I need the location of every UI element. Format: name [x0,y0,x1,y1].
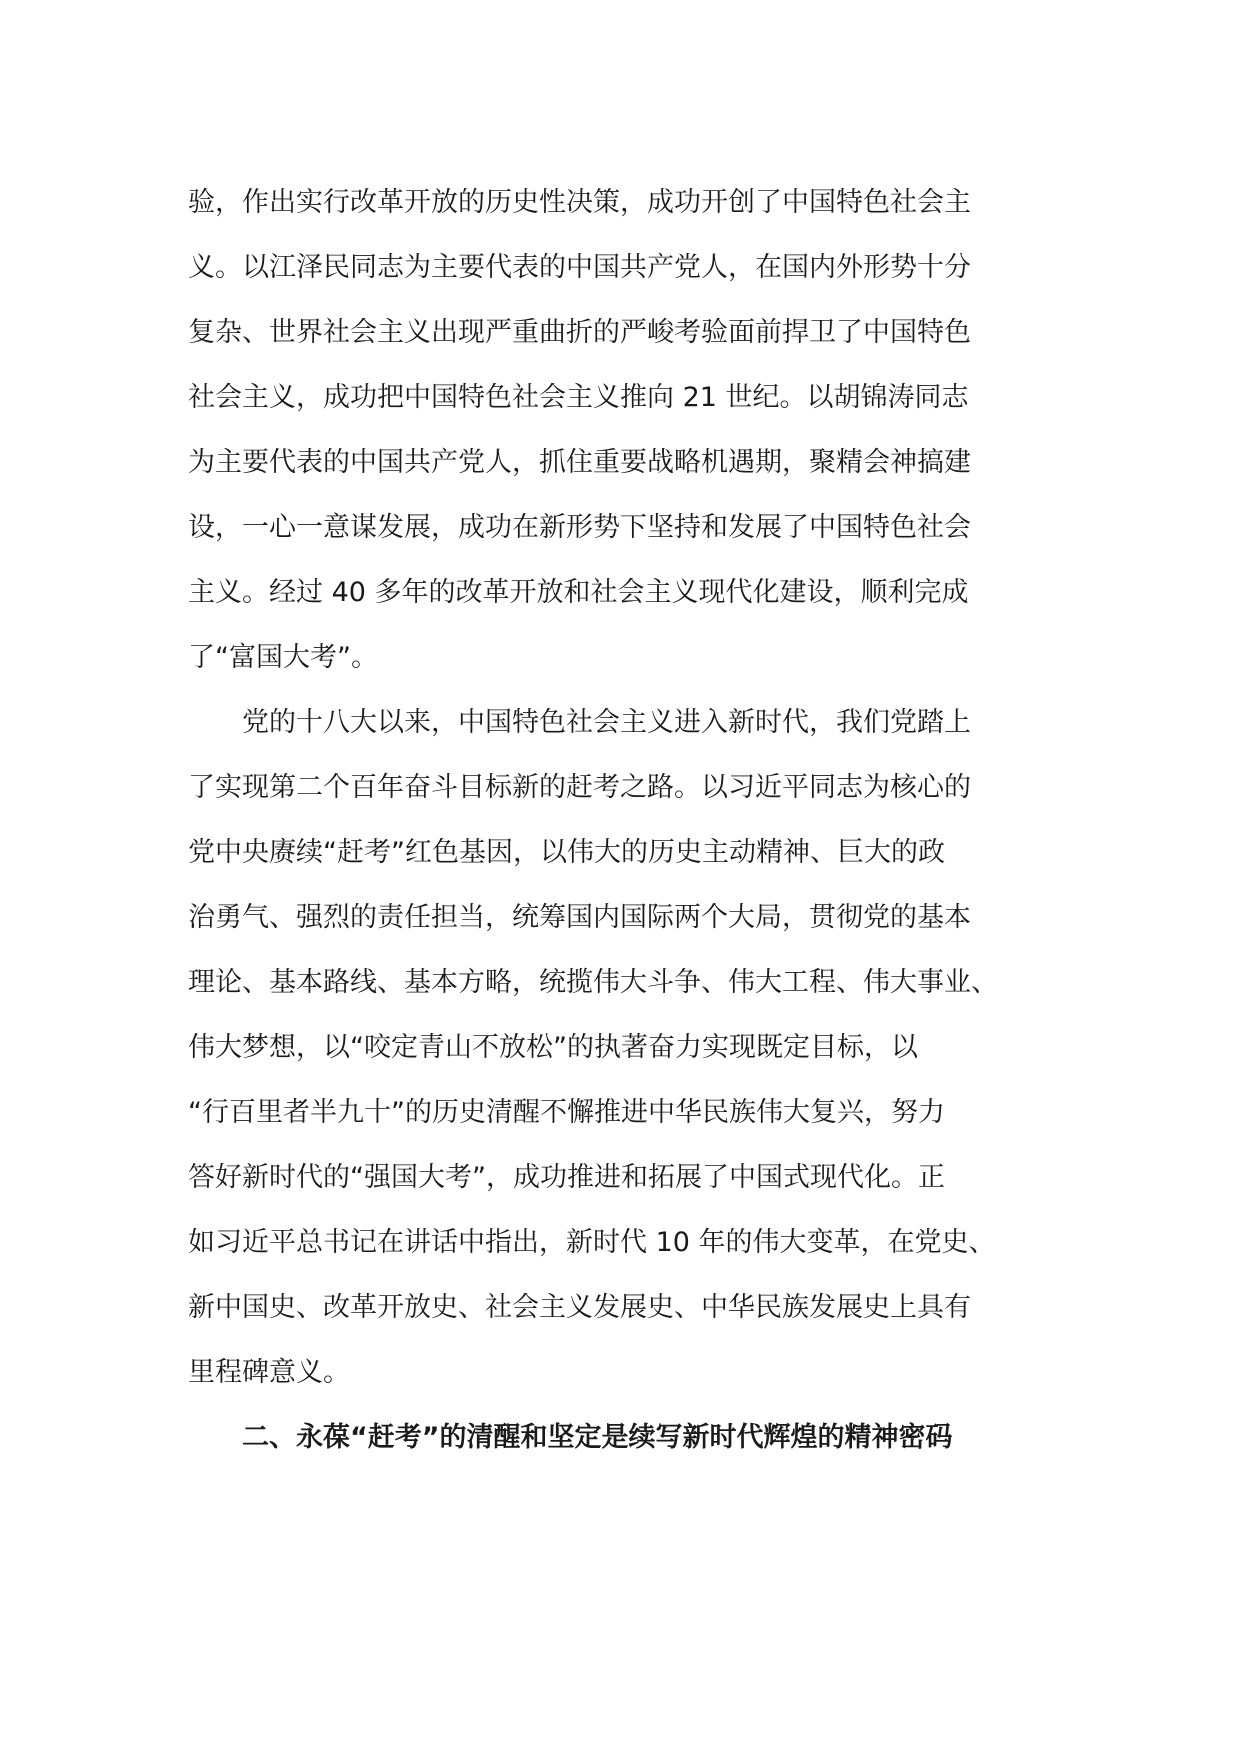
text-line: 理论、基本路线、基本方略，统揽伟大斗争、伟大工程、伟大事业、 [188,967,998,998]
text-line: 党中央赓续“赶考”红色基因，以伟大的历史主动精神、巨大的政 [188,837,945,868]
text-line: 了“富国大考”。 [188,642,378,673]
text-line: 设，一心一意谋发展，成功在新形势下坚持和发展了中国特色社会 [188,512,971,543]
text-line: “行百里者半九十”的历史清醒不懈推进中华民族伟大复兴，努力 [188,1097,945,1128]
text-line: 义。以江泽民同志为主要代表的中国共产党人，在国内外形势十分 [188,252,971,283]
text-line: 验，作出实行改革开放的历史性决策，成功开创了中国特色社会主 [188,187,971,218]
paragraph-1 [188,170,1068,690]
paragraph-2 [188,690,1068,1405]
text-line: 主义。经过 40 多年的改革开放和社会主义现代化建设，顺利完成 [188,577,969,608]
text-line: 如习近平总书记在讲话中指出，新时代 10 年的伟大变革，在党史、 [188,1227,996,1258]
text-line: 了实现第二个百年奋斗目标新的赶考之路。以习近平同志为核心的 [188,772,971,803]
text-line: 里程碑意义。 [188,1357,350,1388]
text-line: 答好新时代的“强国大考”，成功推进和拓展了中国式现代化。正 [188,1162,945,1193]
text-line: 为主要代表的中国共产党人，抓住重要战略机遇期，聚精会神搞建 [188,447,971,478]
text-line: 复杂、世界社会主义出现严重曲折的严峻考验面前捍卫了中国特色 [188,317,971,348]
text-line: 党的十八大以来，中国特色社会主义进入新时代，我们党踏上 [188,707,971,738]
text-line: 伟大梦想，以“咬定青山不放松”的执著奋力实现既定目标，以 [188,1032,918,1063]
section-heading: 二、永葆“赶考”的清醒和坚定是续写新时代辉煌的精神密码 [188,1422,953,1453]
text-line: 社会主义，成功把中国特色社会主义推向 21 世纪。以胡锦涛同志 [188,382,969,413]
text-line: 治勇气、强烈的责任担当，统筹国内国际两个大局，贯彻党的基本 [188,902,971,933]
document-body [188,170,1068,1470]
text-line: 新中国史、改革开放史、社会主义发展史、中华民族发展史上具有 [188,1292,971,1323]
